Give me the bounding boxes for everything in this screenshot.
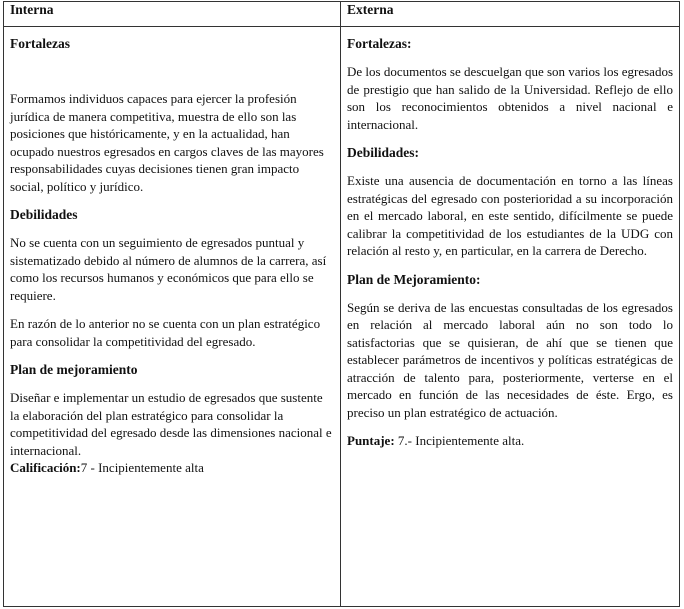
external-strengths-text: De los documentos se descuelgan que son varios los egresados de prestigio que han salido de la Universidad. Reflejo de ello son los reconocimientos obtenidos a nivel nacional e internacional. <box>347 64 674 132</box>
external-strengths-title: Fortalezas: <box>347 36 412 51</box>
internal-cell <box>4 27 341 607</box>
internal-score-value: 7 - Incipientemente alta <box>80 460 204 475</box>
external-weaknesses-text: Existe una ausencia de documentación en torno a las líneas estratégicas del egresado con posterioridad a su incorporación en el mercado laboral, en este sentido, difícilmente se puede calibrar la competitividad de los estudiantes de la UDG con relación al resto y, en particular, en la carrera de Derecho. <box>347 173 673 258</box>
internal-strengths-text: Formamos individuos capaces para ejercer la profesión jurídica de manera competitiva, muestra de ello son las posiciones que históricamente, y en la actualidad, han ocupado nuestros egresados en cargos claves de las mayores responsabilidades cuyas decisiones tienen gran impacto social, político y jurídico. <box>10 91 324 194</box>
evaluation-table <box>3 1 680 607</box>
external-score <box>347 432 673 450</box>
internal-weaknesses-text-2: En razón de lo anterior no se cuenta con un plan estratégico para consolidar la competitividad del egresado. <box>10 316 321 349</box>
external-cell <box>341 27 680 607</box>
internal-score-label: Calificación: <box>10 460 81 475</box>
header-internal: Interna <box>4 2 341 27</box>
internal-strengths-title: Fortalezas <box>10 36 70 51</box>
internal-score <box>10 459 334 477</box>
internal-weaknesses-text-1: No se cuenta con un seguimiento de egresados puntual y sistematizado debido al número de alumnos de la carrera, así como los recursos humanos y económicos que para ello se requiere. <box>10 235 327 303</box>
internal-plan-title: Plan de mejoramiento <box>10 362 138 377</box>
header-row <box>4 2 680 27</box>
external-score-value: 7.- Incipientemente alta. <box>394 433 525 448</box>
content-row <box>4 27 680 607</box>
header-external: Externa <box>341 2 680 27</box>
internal-weaknesses-title: Debilidades <box>10 207 78 222</box>
external-score-label: Puntaje: <box>347 433 395 448</box>
internal-plan-text: Diseñar e implementar un estudio de egresados que sustente la elaboración del plan estratégico para consolidar la competitividad del egresado desde las dimensiones nacional e internacional. <box>10 390 332 458</box>
external-weaknesses-title: Debilidades: <box>347 145 420 160</box>
external-plan-text: Según se deriva de las encuestas consultadas de los egresados en relación al mercado laboral aún no son todo lo satisfactorias que se quisieran, de ahí que se tienen que establecer parámetros de incentivos y políticas estratégicas de atracción de talento para, posteriormente, verterse en el mercado en función de las necesidades de éste. Ergo, es preciso un plan estratégico de actuación. <box>347 299 673 420</box>
external-plan-title: Plan de Mejoramiento: <box>347 271 481 287</box>
